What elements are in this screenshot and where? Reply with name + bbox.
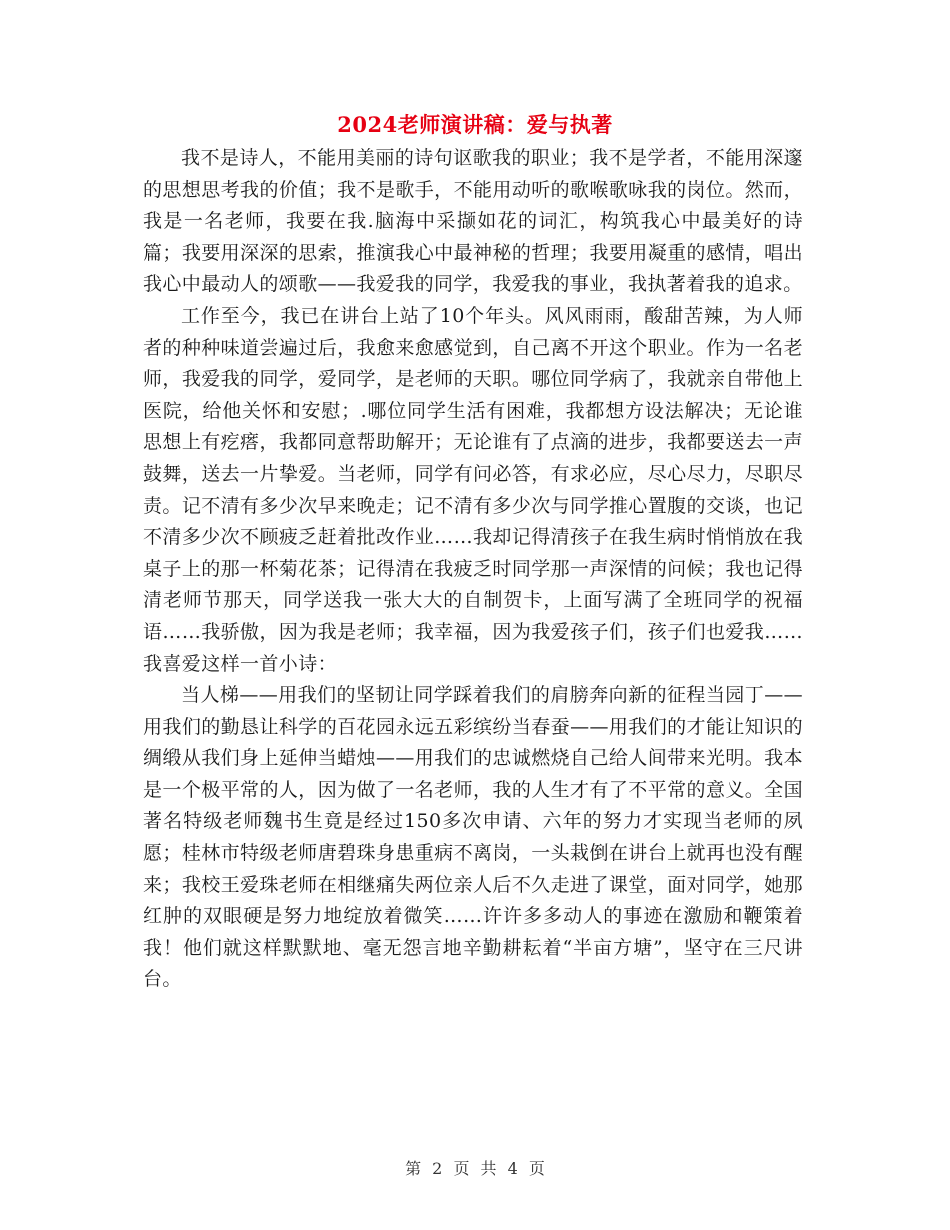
document-title: 2024老师演讲稿：爱与执著 [337,112,613,137]
paragraph-3: 当人梯——用我们的坚韧让同学踩着我们的肩膀奔向新的征程当园丁——用我们的勤恳让科学的百花园永远五彩缤纷当春蚕——用我们的才能让知识的绸缎从我们身上延伸当蜡烛——用我们的忠诚燃烧自己给人间带来光明。我本是一个极平常的人，因为做了一名老师，我的人生才有了不平常的意义。全国著名特级老师魏书生竟是经过150多次申请、六年的努力才实现当老师的夙愿；桂林市特级老师唐碧珠身患重病不离岗，一头栽倒在讲台上就再也没有醒来；我校王爱珠老师在相继痛失两位亲人后不久走进了课堂，面对同学，她那红肿的双眼硬是努力地绽放着微笑……许许多多动人的事迹在激励和鞭策着我！他们就这样默默地、毫无怨言地辛勤耕耘着“半亩方塘”，坚守在三尺讲台。 [143,684,803,991]
paragraph-2: 工作至今，我已在讲台上站了10个年头。风风雨雨，酸甜苦辣，为人师者的种种味道尝遍过后，我愈来愈感觉到，自己离不开这个职业。作为一名老师，我爱我的同学，爱同学，是老师的天职。哪位同学病了，我就亲自带他上医院，给他关怀和安慰；.哪位同学生活有困难，我都想方设法解决；无论谁思想上有疙瘩，我都同意帮助解开；无论谁有了点滴的进步，我都要送去一声鼓舞，送去一片挚爱。当老师，同学有问必答，有求必应，尽心尽力，尽职尽责。记不清有多少次早来晚走；记不清有多少次与同学推心置腹的交谈，也记不清多少次不顾疲乏赶着批改作业……我却记得清孩子在我生病时悄悄放在我桌子上的那一杯菊花茶；记得清在我疲乏时同学那一声深情的问候；我也记得清老师节那天，同学送我一张大大的自制贺卡，上面写满了全班同学的祝福语……我骄傲，因为我是老师；我幸福，因为我爱孩子们，孩子们也爱我……我喜爱这样一首小诗： [143,304,803,675]
paragraph-1: 我不是诗人，不能用美丽的诗句讴歌我的职业；我不是学者，不能用深邃的思想思考我的价值；我不是歌手，不能用动听的歌喉歌咏我的岗位。然而，我是一名老师，我要在我.脑海中采撷如花的词汇，构筑我心中最美好的诗篇；我要用深深的思索，推演我心中最神秘的哲理；我要用凝重的感情，唱出我心中最动人的颂歌——我爱我的同学，我爱我的事业，我执著着我的追求。 [143,147,803,296]
page-number-footer: 第 2 页 共 4 页 [405,1159,545,1178]
document-body [143,143,803,996]
